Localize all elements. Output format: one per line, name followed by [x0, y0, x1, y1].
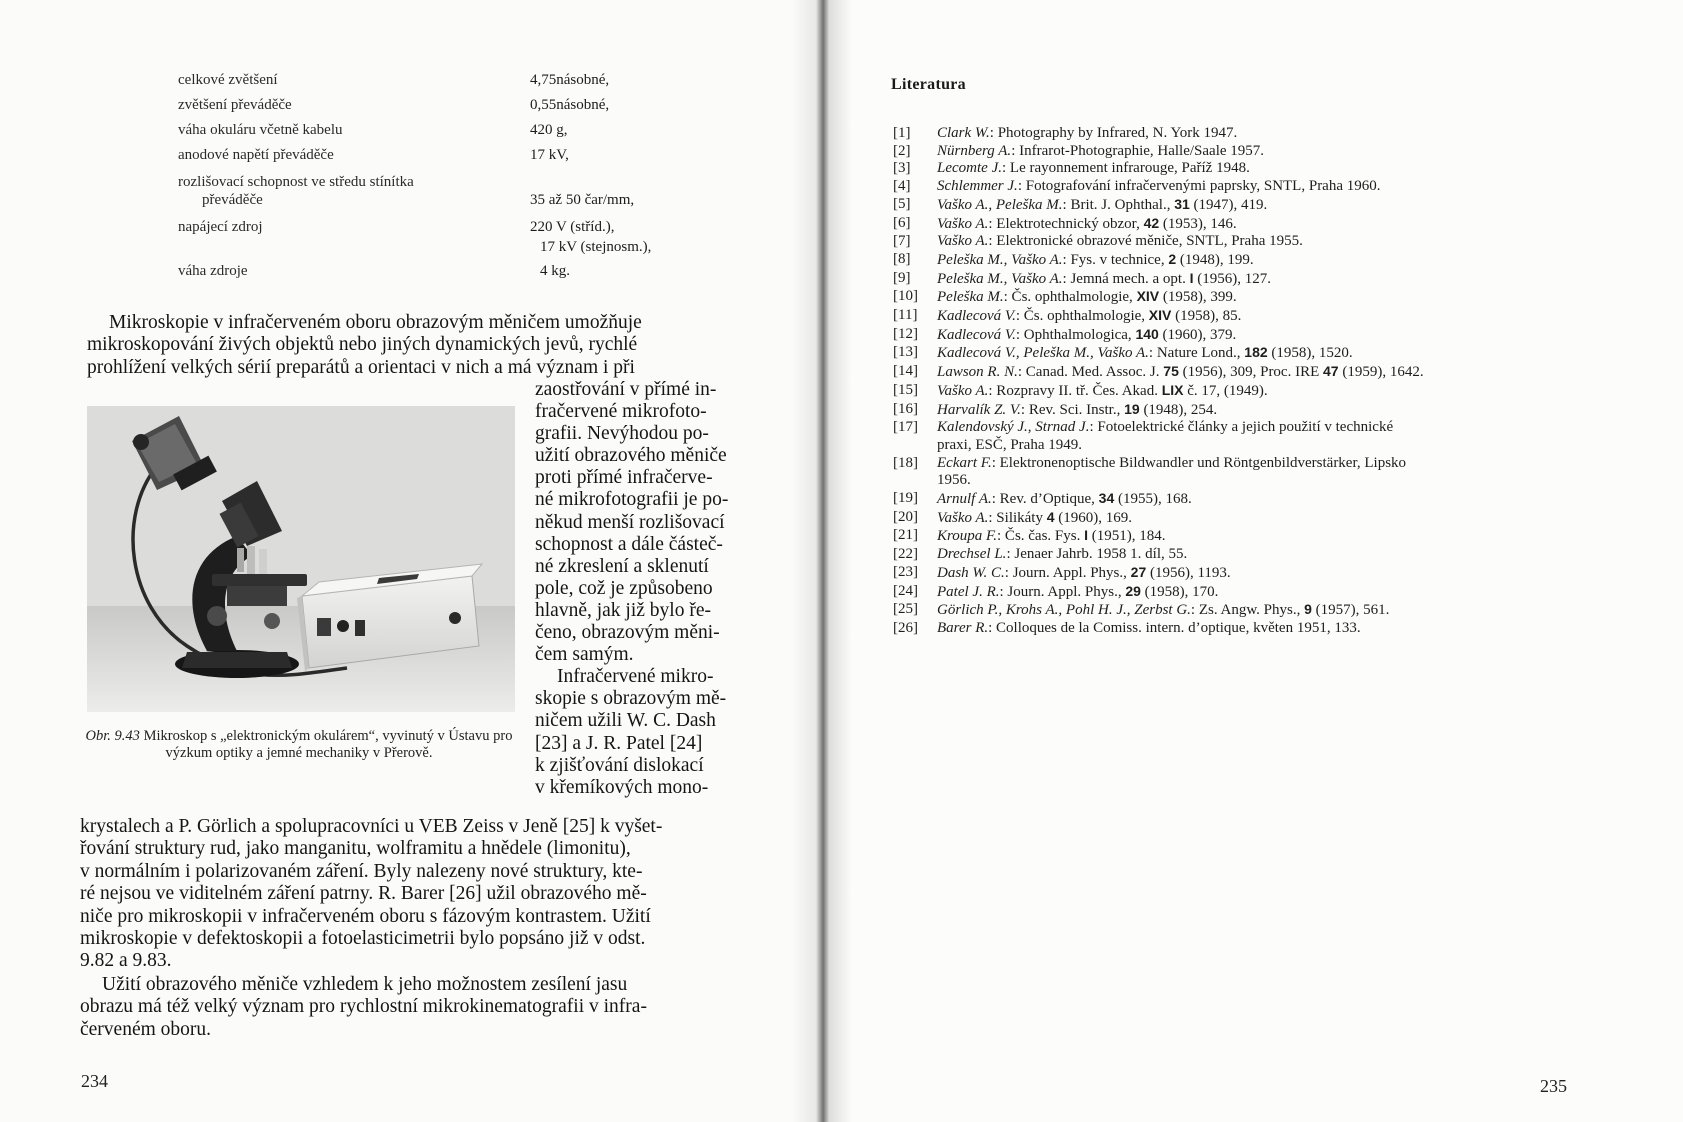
reference-item [893, 455, 1568, 490]
reference-author: Lecomte J. [937, 160, 1002, 177]
reference-source: : Brit. J. Ophthal., [1062, 196, 1175, 213]
reference-item [893, 215, 1568, 234]
reference-number: [11] [893, 307, 918, 324]
spec-label-line: rozlišovací schopnost ve středu stínítka [178, 174, 414, 190]
text-line: červeném oboru. [80, 1018, 212, 1040]
reference-text [937, 564, 1568, 583]
references-heading: Literatura [891, 76, 966, 93]
reference-author: Arnulf A. [937, 491, 992, 508]
reference-item [893, 401, 1568, 420]
reference-text [937, 401, 1568, 420]
reference-number: [19] [893, 490, 918, 507]
paragraph-continued [80, 816, 763, 973]
reference-year-pages: (1948), 199. [1176, 251, 1254, 268]
spec-label [178, 173, 530, 209]
text-line: čem samým. [535, 644, 634, 666]
reference-continuation: 1956. [937, 472, 971, 489]
reference-item [893, 583, 1568, 602]
reference-source: : Elektronické obrazové měniče, SNTL, Praha 1955. [988, 233, 1303, 250]
reference-source: : Rozpravy II. tř. Čes. Akad. [988, 382, 1162, 399]
reference-author: Harvalík Z. V. [937, 401, 1021, 418]
reference-text [937, 363, 1568, 382]
reference-continuation: praxi, ESČ, Praha 1949. [937, 436, 1082, 453]
reference-text [937, 583, 1568, 602]
reference-source: : Čs. čas. Fys. [997, 528, 1085, 545]
reference-list [893, 125, 1568, 638]
reference-year-pages: (1959), 1642. [1338, 364, 1424, 381]
reference-source: : Fotoelektrické články a jejich použití v technické [1089, 419, 1394, 436]
text-line: schopnost a dále částeč- [535, 533, 723, 555]
reference-author: Kadlecová V., Peleška M., Vaško A. [937, 345, 1149, 362]
text-line: k zjišťování dislokací [535, 754, 704, 776]
spec-value-line: 220 V (stříd.), [530, 219, 615, 235]
spec-label: anodové napětí převáděče [178, 147, 334, 163]
reference-number: [7] [893, 233, 911, 250]
reference-text [937, 490, 1568, 509]
reference-source: : Fotografování infračervenými paprsky, SNTL, Praha 1960. [1017, 178, 1381, 195]
reference-item [893, 601, 1568, 620]
reference-author: Vaško A. [937, 382, 989, 399]
text-line: hlavně, jak již bylo ře- [535, 599, 711, 621]
reference-year-pages: (1947), 419. [1189, 196, 1268, 213]
reference-volume: 42 [1143, 214, 1160, 231]
spec-value-line: 17 kV (stejnosm.), [540, 239, 652, 255]
reference-text [937, 215, 1568, 234]
reference-source: : Ophthalmologica, [1015, 326, 1136, 343]
text-line: prohlížení velkých sérií preparátů a orientaci v nich a má význam i při [87, 356, 635, 378]
reference-source: : Le rayonnement infrarouge, Paříž 1948. [1001, 160, 1250, 177]
reference-item [893, 143, 1568, 161]
reference-volume: XIV [1136, 288, 1160, 305]
reference-source: : Jemná mech. a opt. [1062, 270, 1190, 287]
reference-year-pages: (1955), 168. [1114, 491, 1192, 508]
reference-text [937, 344, 1568, 363]
reference-volume: 140 [1135, 325, 1159, 342]
reference-year-pages: (1960), 169. [1054, 509, 1133, 526]
reference-number: [4] [893, 178, 911, 195]
reference-number: [23] [893, 563, 918, 580]
spec-label: váha zdroje [178, 263, 248, 279]
text-line: někud menší rozlišovací [535, 511, 725, 533]
text-line: né zkreslení a sklenutí [535, 555, 709, 577]
reference-source: : Photography by Infrared, N. York 1947. [989, 125, 1238, 141]
reference-volume: 31 [1174, 195, 1190, 212]
text-line: mikroskopie v defektoskopii a fotoelasticimetrii bylo popsáno již v odst. [80, 928, 646, 950]
reference-source: : Journ. Appl. Phys., [1004, 564, 1131, 581]
reference-year-pages: (1953), 146. [1159, 215, 1237, 232]
reference-volume: 9 [1304, 601, 1312, 618]
reference-author: Kadlecová V. [937, 326, 1016, 343]
reference-number: [1] [893, 125, 911, 141]
reference-volume: 29 [1125, 582, 1141, 599]
reference-author: Kroupa F. [937, 528, 998, 545]
microscope-illustration [87, 406, 515, 712]
reference-number: [15] [893, 381, 918, 398]
text-line: obrazu má též velký význam pro rychlostní mikrokinematografii v infra- [80, 996, 647, 1018]
reference-author: Peleška M. [937, 289, 1004, 306]
book-gutter-shadow [792, 0, 852, 1122]
reference-number: [24] [893, 582, 918, 599]
reference-volume: XIV [1148, 307, 1172, 324]
reference-source: : Colloques de la Comiss. intern. d’optique, květen 1951, 133. [988, 619, 1361, 636]
reference-text [937, 509, 1568, 528]
reference-text [937, 233, 1568, 251]
reference-number: [8] [893, 250, 911, 267]
reference-number: [16] [893, 400, 918, 417]
reference-number: [21] [893, 527, 918, 544]
reference-author: Vaško A. [937, 509, 989, 526]
text-line: né mikrofotografii je po- [535, 489, 729, 511]
reference-author: Schlemmer J. [937, 178, 1018, 195]
reference-item [893, 546, 1568, 564]
reference-source: : Jenaer Jahrb. 1958 1. díl, 55. [1006, 546, 1188, 563]
reference-volume: 182 [1244, 344, 1268, 361]
reference-source: : Fys. v technice, [1062, 251, 1169, 268]
reference-author: Peleška M., Vaško A. [937, 270, 1063, 287]
spec-label: váha okuláru včetně kabelu [178, 122, 343, 138]
reference-number: [6] [893, 214, 911, 231]
reference-year-pages: (1951), 184. [1088, 528, 1166, 545]
reference-number: [12] [893, 325, 918, 342]
reference-number: [5] [893, 195, 911, 212]
reference-year-pages: (1948), 254. [1139, 401, 1218, 418]
spec-row [178, 168, 698, 209]
spec-value: 4,75násobné, [530, 72, 610, 88]
page-number-left: 234 [81, 1071, 108, 1091]
text-line: Infračervené mikro- [557, 666, 714, 688]
reference-item [893, 382, 1568, 401]
reference-source: : Nature Lond., [1148, 345, 1245, 362]
paragraph-final [80, 974, 763, 1041]
spec-table [178, 68, 698, 284]
figure-caption [79, 728, 519, 762]
reference-number: [9] [893, 269, 911, 286]
reference-volume: 19 [1124, 400, 1140, 417]
reference-text [937, 178, 1568, 196]
spec-row [178, 118, 698, 143]
left-page [0, 0, 820, 1122]
reference-item [893, 125, 1568, 143]
text-line: [23] a J. R. Patel [24] [535, 732, 703, 754]
spec-value [530, 217, 698, 257]
reference-number: [25] [893, 601, 918, 618]
reference-year-pages: (1956), 1193. [1146, 564, 1231, 581]
reference-author: Clark W. [937, 125, 990, 141]
text-line: fračervené mikrofoto- [535, 401, 707, 423]
reference-author: Nürnberg A. [937, 142, 1012, 159]
reference-number: [22] [893, 546, 918, 563]
reference-item [893, 564, 1568, 583]
reference-year-pages: (1958), 399. [1159, 289, 1237, 306]
text-line: krystalech a P. Görlich a spolupracovníci u VEB Zeiss v Jeně [25] k vyšet- [80, 816, 663, 837]
reference-number: [14] [893, 363, 918, 380]
spec-label: celkové zvětšení [178, 72, 278, 88]
reference-item [893, 178, 1568, 196]
reference-number: [20] [893, 508, 918, 525]
spec-value: 35 až 50 čar/mm, [530, 192, 635, 208]
text-line: Užití obrazového měniče vzhledem k jeho možnostem zesílení jasu [102, 974, 628, 995]
reference-text [937, 196, 1568, 215]
reference-volume: I [1084, 527, 1088, 544]
text-line: ničem užili W. C. Dash [535, 710, 716, 732]
reference-item [893, 326, 1568, 345]
reference-year-pages: (1957), 561. [1311, 602, 1390, 619]
reference-text [937, 288, 1568, 307]
reference-year-pages: (1956), 127. [1193, 270, 1271, 287]
reference-year-pages: (1956), 309, Proc. IRE [1178, 364, 1324, 381]
text-line: skopie s obrazovým mě- [535, 688, 727, 710]
reference-author: Vaško A., Peleška M. [937, 196, 1063, 213]
spec-value: 17 kV, [530, 147, 569, 163]
reference-author: Vaško A. [937, 233, 989, 250]
reference-text [937, 546, 1568, 564]
reference-source: : Elektronenoptische Bildwandler und Röntgenbildverstärker, Lipsko [991, 454, 1407, 471]
reference-volume: 75 [1163, 363, 1179, 380]
reference-source: : Rev. Sci. Instr., [1020, 401, 1125, 418]
reference-number: [17] [893, 419, 918, 436]
spec-label: zvětšení převáděče [178, 97, 292, 113]
reference-author: Drechsel L. [937, 546, 1007, 563]
text-line: v křemíkových mono- [535, 776, 709, 798]
reference-item [893, 490, 1568, 509]
reference-item [893, 251, 1568, 270]
reference-item [893, 270, 1568, 289]
spec-row [178, 68, 698, 93]
reference-year-pages: (1958), 1520. [1267, 345, 1353, 362]
reference-year-pages: (1960), 379. [1158, 326, 1237, 343]
text-line: řování struktury rud, jako manganitu, wolframitu a hnědele (limonitu), [80, 838, 631, 860]
spec-row [178, 257, 698, 284]
reference-text [937, 125, 1568, 143]
reference-item [893, 288, 1568, 307]
reference-source: : Rev. d’Optique, [991, 491, 1099, 508]
reference-volume: 34 [1098, 490, 1115, 507]
text-line: pole, což je způsobeno [535, 577, 713, 599]
reference-item [893, 233, 1568, 251]
spec-row [178, 93, 698, 118]
caption-figure-number: Obr. 9.43 [85, 728, 140, 744]
reference-number: [18] [893, 454, 918, 471]
spec-value: 420 g, [530, 122, 568, 138]
reference-item [893, 363, 1568, 382]
reference-text [937, 307, 1568, 326]
reference-item [893, 344, 1568, 363]
reference-item [893, 419, 1568, 454]
reference-volume: 27 [1130, 563, 1147, 580]
reference-text [937, 251, 1568, 270]
reference-text [937, 601, 1568, 620]
reference-text [937, 419, 1568, 454]
reference-source: : Silikáty [988, 509, 1047, 526]
side-column-text [535, 379, 763, 799]
text-line: proti přímé infračerve- [535, 467, 713, 489]
reference-text [937, 620, 1568, 638]
reference-author: Eckart F. [937, 454, 992, 471]
reference-item [893, 620, 1568, 638]
reference-number: [13] [893, 344, 918, 361]
reference-source: : Infrarot-Photographie, Halle/Saale 1957. [1011, 142, 1265, 159]
spec-value: 0,55násobné, [530, 97, 610, 113]
reference-author: Görlich P., Krohs A., Pohl H. J., Zerbst G. [937, 602, 1191, 619]
paragraph-intro [87, 312, 763, 379]
reference-text [937, 270, 1568, 289]
reference-author: Patel J. R. [937, 583, 1000, 600]
text-line: ré nejsou ve viditelném záření patrny. R. Barer [26] užil obrazového mě- [80, 883, 647, 905]
text-line: zaostřování v přímé in- [535, 379, 717, 400]
reference-author: Lawson R. N. [937, 364, 1018, 381]
reference-number: [2] [893, 142, 911, 159]
reference-year-pages: (1958), 170. [1140, 583, 1219, 600]
reference-text [937, 455, 1568, 490]
reference-author: Kadlecová V. [937, 308, 1016, 325]
reference-volume: 47 [1323, 363, 1339, 380]
reference-author: Barer R. [937, 619, 989, 636]
reference-author: Kalendovský J., Strnad J. [937, 419, 1090, 436]
spec-row [178, 143, 698, 168]
reference-volume: 4 [1046, 508, 1055, 525]
reference-text [937, 382, 1568, 401]
reference-text [937, 527, 1568, 546]
spec-label: napájecí zdroj [178, 219, 263, 235]
text-line: čeno, obrazovým měni- [535, 622, 720, 644]
reference-year-pages: č. 17, (1949). [1183, 382, 1268, 399]
reference-source: : Čs. ophthalmologie, [1003, 289, 1137, 306]
text-line: grafii. Nevýhodou po- [535, 423, 709, 445]
microscope-photo [87, 406, 515, 712]
caption-text: Mikroskop s „elektronickým okulárem“, vyvinutý v Ústavu pro výzkum optiky a jemné mechaniky v Přerově. [143, 728, 513, 761]
text-line: mikroskopování živých objektů nebo jiných dynamických jevů, rychlé [87, 334, 638, 356]
reference-volume: I [1189, 269, 1194, 286]
page-number-right: 235 [1540, 1076, 1567, 1096]
reference-source: : Journ. Appl. Phys., [999, 583, 1126, 600]
reference-author: Vaško A. [937, 215, 989, 232]
reference-item [893, 160, 1568, 178]
reference-text [937, 160, 1568, 178]
reference-item [893, 196, 1568, 215]
reference-text [937, 326, 1568, 345]
text-line: Mikroskopie v infračerveném oboru obrazovým měničem umožňuje [109, 312, 642, 333]
text-line: 9.82 a 9.83. [80, 950, 172, 972]
spec-row [178, 209, 698, 257]
reference-author: Peleška M., Vaško A. [937, 251, 1063, 268]
reference-item [893, 509, 1568, 528]
reference-item [893, 527, 1568, 546]
spec-label-line: převáděče [202, 192, 263, 208]
spec-value: 4 kg. [540, 263, 570, 279]
text-line: v normálním i polarizovaném záření. Byly nalezeny nové struktury, kte- [80, 860, 643, 882]
reference-source: : Canad. Med. Assoc. J. [1017, 364, 1164, 381]
reference-source: : Elektrotechnický obzor, [988, 215, 1144, 232]
reference-volume: LIX [1161, 381, 1184, 398]
reference-item [893, 307, 1568, 326]
reference-number: [3] [893, 160, 911, 177]
reference-author: Dash W. C. [937, 564, 1005, 581]
text-line: užití obrazového měniče [535, 445, 727, 467]
reference-number: [26] [893, 619, 918, 636]
reference-text [937, 143, 1568, 161]
reference-source: : Čs. ophthalmologie, [1015, 308, 1149, 325]
reference-number: [10] [893, 288, 918, 305]
reference-year-pages: (1958), 85. [1171, 308, 1242, 325]
reference-volume: 2 [1168, 250, 1177, 267]
reference-source: : Zs. Angw. Phys., [1190, 602, 1305, 619]
text-line: niče pro mikroskopii v infračerveném oboru s fázovým kontrastem. Užití [80, 905, 651, 927]
